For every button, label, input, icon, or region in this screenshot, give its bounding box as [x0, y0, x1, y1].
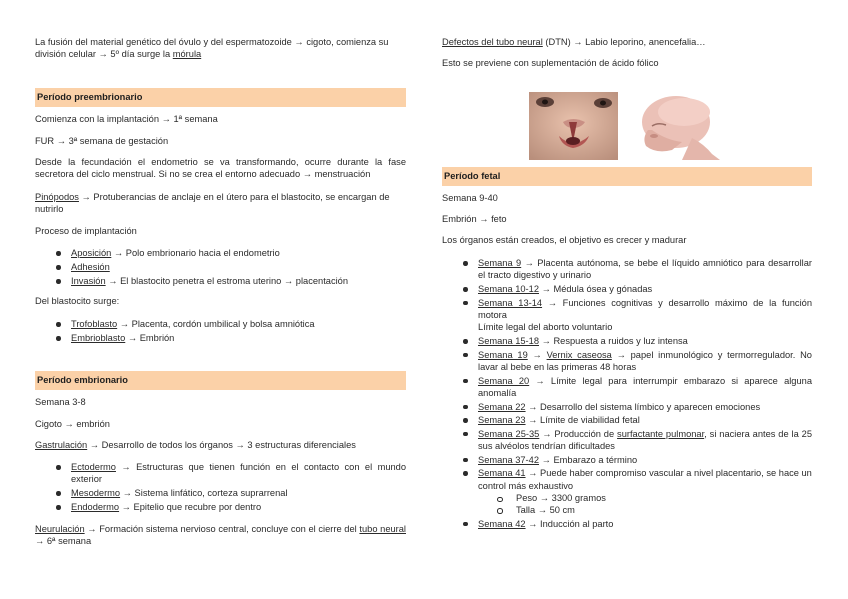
list-item: Semana 25-35 → Producción de surfactante pulmonar, si naciera antes de la 25 sus alvéolos tendrían dificultades	[442, 428, 812, 453]
implantation-list	[35, 247, 406, 289]
blastocyst-list	[35, 318, 406, 346]
prevention-paragraph: Esto se previene con suplementación de ácido fólico	[442, 58, 659, 68]
list-item: Semana 19 → Vernix caseosa → papel inmunológico y termorregulador. No lavar al bebe en las primeras 48 horas	[442, 349, 812, 374]
embryonic-header: Período embrionario	[35, 371, 406, 390]
list-item: Aposición → Polo embrionario hacia el endometrio	[35, 247, 406, 259]
list-item: Semana 20 → Límite legal para interrumpir embarazo si aparece alguna anomalía	[442, 375, 812, 400]
list-item: Semana 15-18 → Respuesta a ruidos y luz intensa	[442, 335, 812, 347]
sub-list-item: Talla → 50 cm	[478, 505, 812, 517]
emb-p1: Semana 3-8	[35, 397, 86, 407]
anencephaly-photo	[622, 92, 720, 160]
pre-p1: Comienza con la implantación → 1ª semana	[35, 114, 218, 124]
dtn-paragraph: Defectos del tubo neural (DTN) → Labio leporino, anencefalia…	[442, 37, 706, 47]
fetal-p1: Semana 9-40	[442, 193, 498, 203]
list-item: Embrioblasto → Embrión	[35, 332, 406, 344]
pre-p3: Desde la fecundación el endometrio se va transformando, ocurre durante la fase secretora del ciclo menstrual. Si no se crea el entorno adecuado → menstruación	[35, 157, 406, 180]
germ-layers-list	[35, 461, 406, 515]
morula-term: mórula	[172, 49, 202, 60]
list-item: Semana 13-14 → Funciones cognitivas y desarrollo máximo de la función motora Límite legal del aborto voluntario	[442, 297, 812, 334]
emb-p2: Cigoto → embrión	[35, 419, 110, 429]
list-item: Adhesión	[35, 261, 406, 273]
fetal-p3: Los órganos están creados, el objetivo es crecer y madurar	[442, 235, 687, 245]
emb-p3: Gastrulación → Desarrollo de todos los órganos → 3 estructuras diferenciales	[35, 440, 356, 450]
intro-paragraph: La fusión del material genético del óvulo y del espermatozoide → cigoto, comienza su división celular → 5º día surge la mórula	[35, 37, 389, 60]
list-item: Semana 22 → Desarrollo del sistema límbico y aparecen emociones	[442, 401, 812, 413]
pre-p5: Proceso de implantación	[35, 226, 137, 236]
sub-list-item: Peso → 3300 gramos	[478, 493, 812, 505]
pre-p6: Del blastocito surge:	[35, 296, 120, 306]
list-item: Trofoblasto → Placenta, cordón umbilical y bolsa amniótica	[35, 318, 406, 330]
cleft-lip-photo	[529, 92, 618, 160]
fetal-header: Período fetal	[442, 167, 812, 186]
fetal-p2: Embrión → feto	[442, 214, 507, 224]
list-item: Invasión → El blastocito penetra el estroma uterino → placentación	[35, 275, 406, 287]
list-item: Semana 10-12 → Médula ósea y gónadas	[442, 283, 812, 295]
list-item: Semana 23 → Límite de viabilidad fetal	[442, 414, 812, 426]
birth-measures-list	[478, 493, 812, 517]
preembryonic-header: Período preembrionario	[35, 88, 406, 107]
list-item: Semana 42 → Inducción al parto	[442, 518, 812, 530]
list-item: Endodermo → Epitelio que recubre por dentro	[35, 501, 406, 513]
fetal-weeks-list	[442, 257, 812, 532]
list-item: Semana 41 → Puede haber compromiso vascular a nivel placentario, se hace un control más exhaustivo Peso → 3300 gramos Talla → 50 cm	[442, 467, 812, 516]
emb-p4: Neurulación → Formación sistema nervioso central, concluye con el cierre del tubo neural → 6ª semana	[35, 524, 406, 547]
list-item: Semana 37-42 → Embarazo a término	[442, 454, 812, 466]
pinopodos-term: Pinópodos	[35, 192, 79, 202]
pre-p4: Pinópodos → Protuberancias de anclaje en el útero para el blastocito, se encargan de nutrirlo	[35, 192, 390, 215]
list-item: Mesodermo → Sistema linfático, corteza suprarrenal	[35, 487, 406, 499]
pre-p2: FUR → 3ª semana de gestación	[35, 136, 169, 146]
list-item: Semana 9 → Placenta autónoma, se bebe el líquido amniótico para desarrollar el tracto digestivo y urinario	[442, 257, 812, 282]
list-item: Ectodermo → Estructuras que tienen función en el contacto con el mundo exterior	[35, 461, 406, 486]
